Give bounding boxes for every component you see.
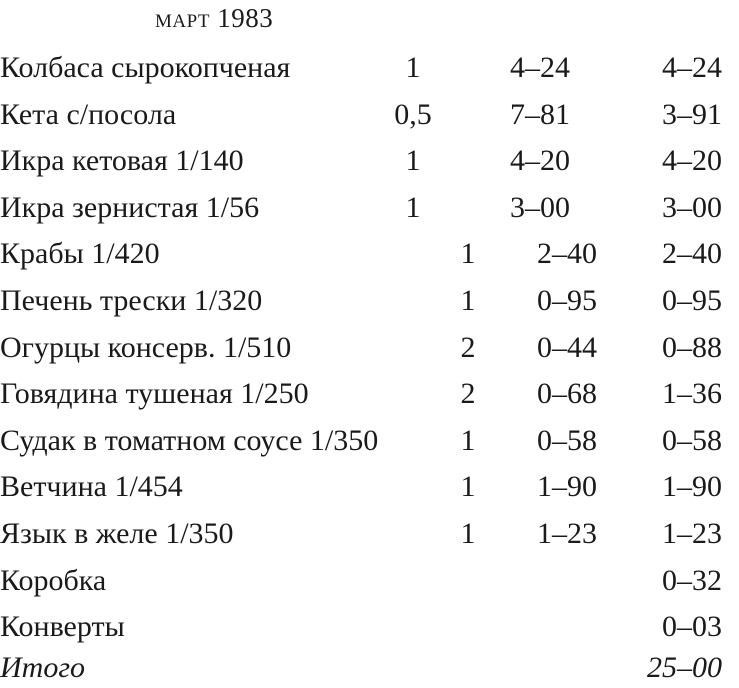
table-row	[0, 281, 739, 321]
table-row	[0, 48, 739, 88]
item-qty: 2	[460, 330, 476, 364]
item-name: Огурцы консерв. 1/510	[0, 330, 292, 364]
item-total: 3–00	[662, 190, 722, 224]
document-title: март 1983	[155, 3, 274, 33]
item-total: 0–58	[662, 423, 722, 457]
table-row	[0, 328, 739, 368]
item-name: Ветчина 1/454	[0, 470, 183, 504]
item-name: Крабы 1/420	[0, 237, 160, 271]
item-name: Икра зернистая 1/56	[0, 190, 260, 224]
summary-total: 25–00	[647, 651, 722, 684]
item-qty: 1	[460, 284, 476, 317]
item-qty: 1	[405, 51, 421, 84]
table-row	[0, 421, 739, 461]
item-qty: 0,5	[394, 97, 432, 131]
item-price: 0–95	[537, 284, 597, 317]
item-qty: 1	[460, 423, 476, 457]
item-price: 7–81	[510, 97, 570, 131]
item-price: 4–20	[510, 144, 570, 178]
summary-label: Итого	[0, 651, 86, 684]
item-total: 3–91	[662, 97, 722, 131]
item-price: 4–24	[510, 51, 570, 84]
item-name: Коробка	[0, 563, 107, 597]
item-total: 1–23	[662, 517, 722, 550]
item-name: Колбаса сырокопченая	[0, 51, 291, 84]
item-price: 0–44	[537, 330, 597, 364]
table-row	[0, 561, 739, 601]
item-total: 1–90	[662, 470, 722, 504]
table-row	[0, 188, 739, 228]
item-name: Конверты	[0, 610, 125, 644]
item-total: 4–20	[662, 144, 722, 178]
table-row	[0, 95, 739, 135]
table-row	[0, 607, 739, 647]
table-row	[0, 374, 739, 414]
item-price: 0–68	[537, 377, 597, 411]
item-qty: 1	[405, 190, 421, 224]
item-total: 0–03	[662, 610, 722, 644]
item-name: Печень трески 1/320	[0, 284, 263, 317]
item-name: Икра кетовая 1/140	[0, 144, 244, 178]
table-row	[0, 234, 739, 274]
item-price: 1–23	[537, 517, 597, 550]
table-row	[0, 141, 739, 181]
table-row	[0, 514, 739, 554]
item-price: 1–90	[537, 470, 597, 504]
item-total: 4–24	[662, 51, 722, 84]
item-qty: 1	[460, 470, 476, 504]
item-price: 3–00	[510, 190, 570, 224]
item-qty: 2	[460, 377, 476, 411]
item-name: Говядина тушеная 1/250	[0, 377, 309, 411]
summary-row	[0, 648, 739, 688]
item-price: 2–40	[537, 237, 597, 271]
item-name: Язык в желе 1/350	[0, 517, 234, 550]
item-name: Судак в томатном соусе 1/350	[0, 423, 379, 457]
item-total: 0–32	[662, 563, 722, 597]
item-qty: 1	[405, 144, 421, 178]
item-total: 1–36	[662, 377, 722, 411]
item-qty: 1	[460, 237, 476, 271]
item-price: 0–58	[537, 423, 597, 457]
table-row	[0, 467, 739, 507]
item-total: 0–88	[662, 330, 722, 364]
item-total: 2–40	[662, 237, 722, 271]
item-qty: 1	[460, 517, 476, 550]
item-total: 0–95	[662, 284, 722, 317]
item-name: Кета с/посола	[0, 97, 177, 131]
